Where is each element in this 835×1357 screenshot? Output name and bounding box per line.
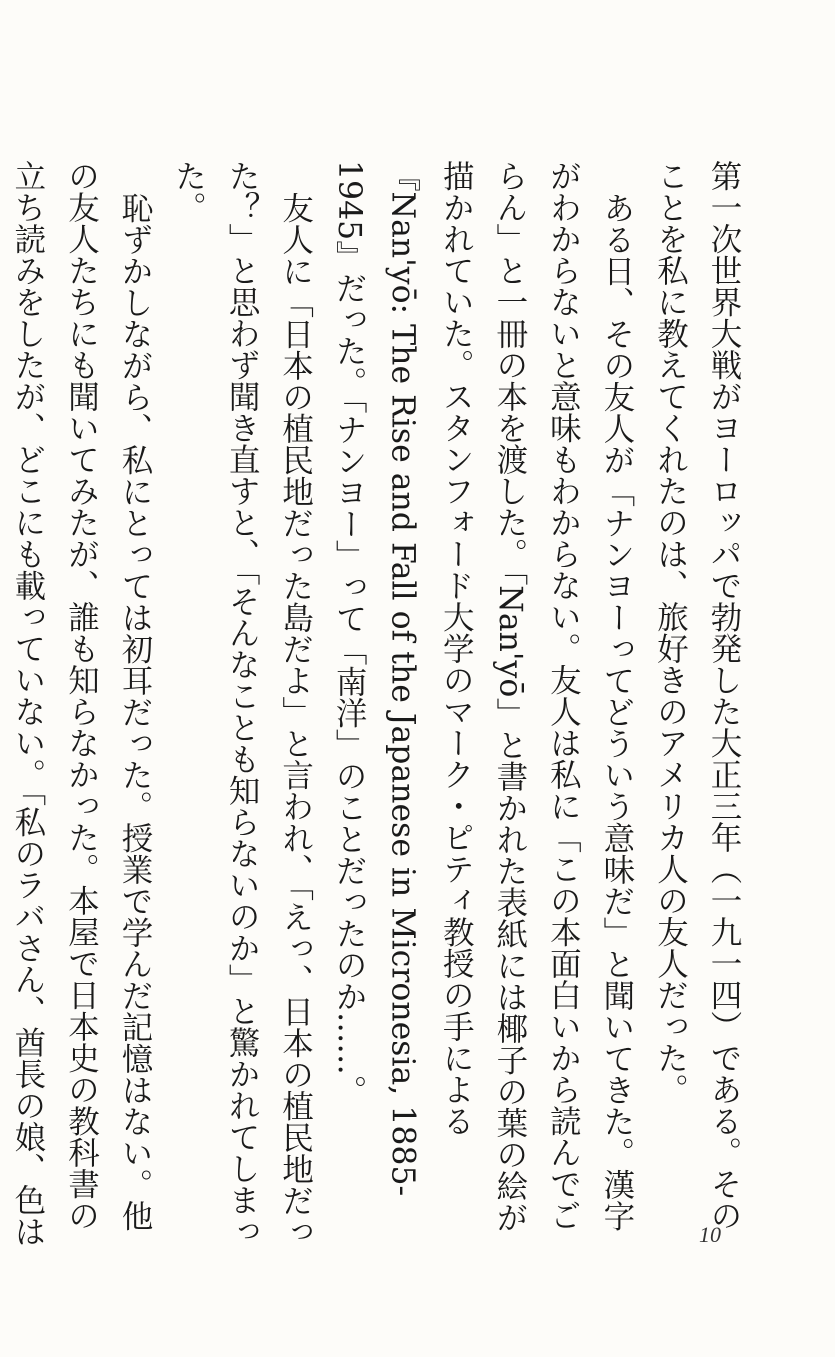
paragraph-1: 第一次世界大戦がヨーロッパで勃発した大正三年（一九一四）である。そのことを私に教えてくれたのは、旅好きのアメリカ人の友人だった。 (652, 160, 742, 1231)
paragraph-2: ある日、その友人が「ナンヨーってどういう意味だ」と聞いてきた。漢字がわからないと意味もわからない。友人は私に「この本面白いから読んでごらん」と一冊の本を渡した。「Nan'yō」と書かれた表紙には椰子の葉の絵が描かれていた。スタンフォード大学のマーク・ピティ教授の手による『Nan'yō: The Rise and Fall of the Japanese in Micronesia, 1885-1945』だった。「ナンヨー」って「南洋」のことだったのか……。 (331, 160, 635, 1233)
body-text (9, 160, 750, 1250)
paragraph-3: 友人に「日本の植民地だった島だよ」と言われ、「えっ、日本の植民地だった？」と思わず聞き直すと、「そんなことも知らないのか」と驚かれてしまった。 (170, 160, 314, 1247)
page-number: 10 (699, 1222, 721, 1247)
paragraph-4: 恥ずかしながら、私にとっては初耳だった。授業で学んだ記憶はない。他の友人たちにも聞いてみたが、誰も知らなかった。本屋で日本史の教科書の立ち読みをしたが、どこにも載っていない。「私のラバさん、酋長の娘、色は (9, 160, 153, 1247)
